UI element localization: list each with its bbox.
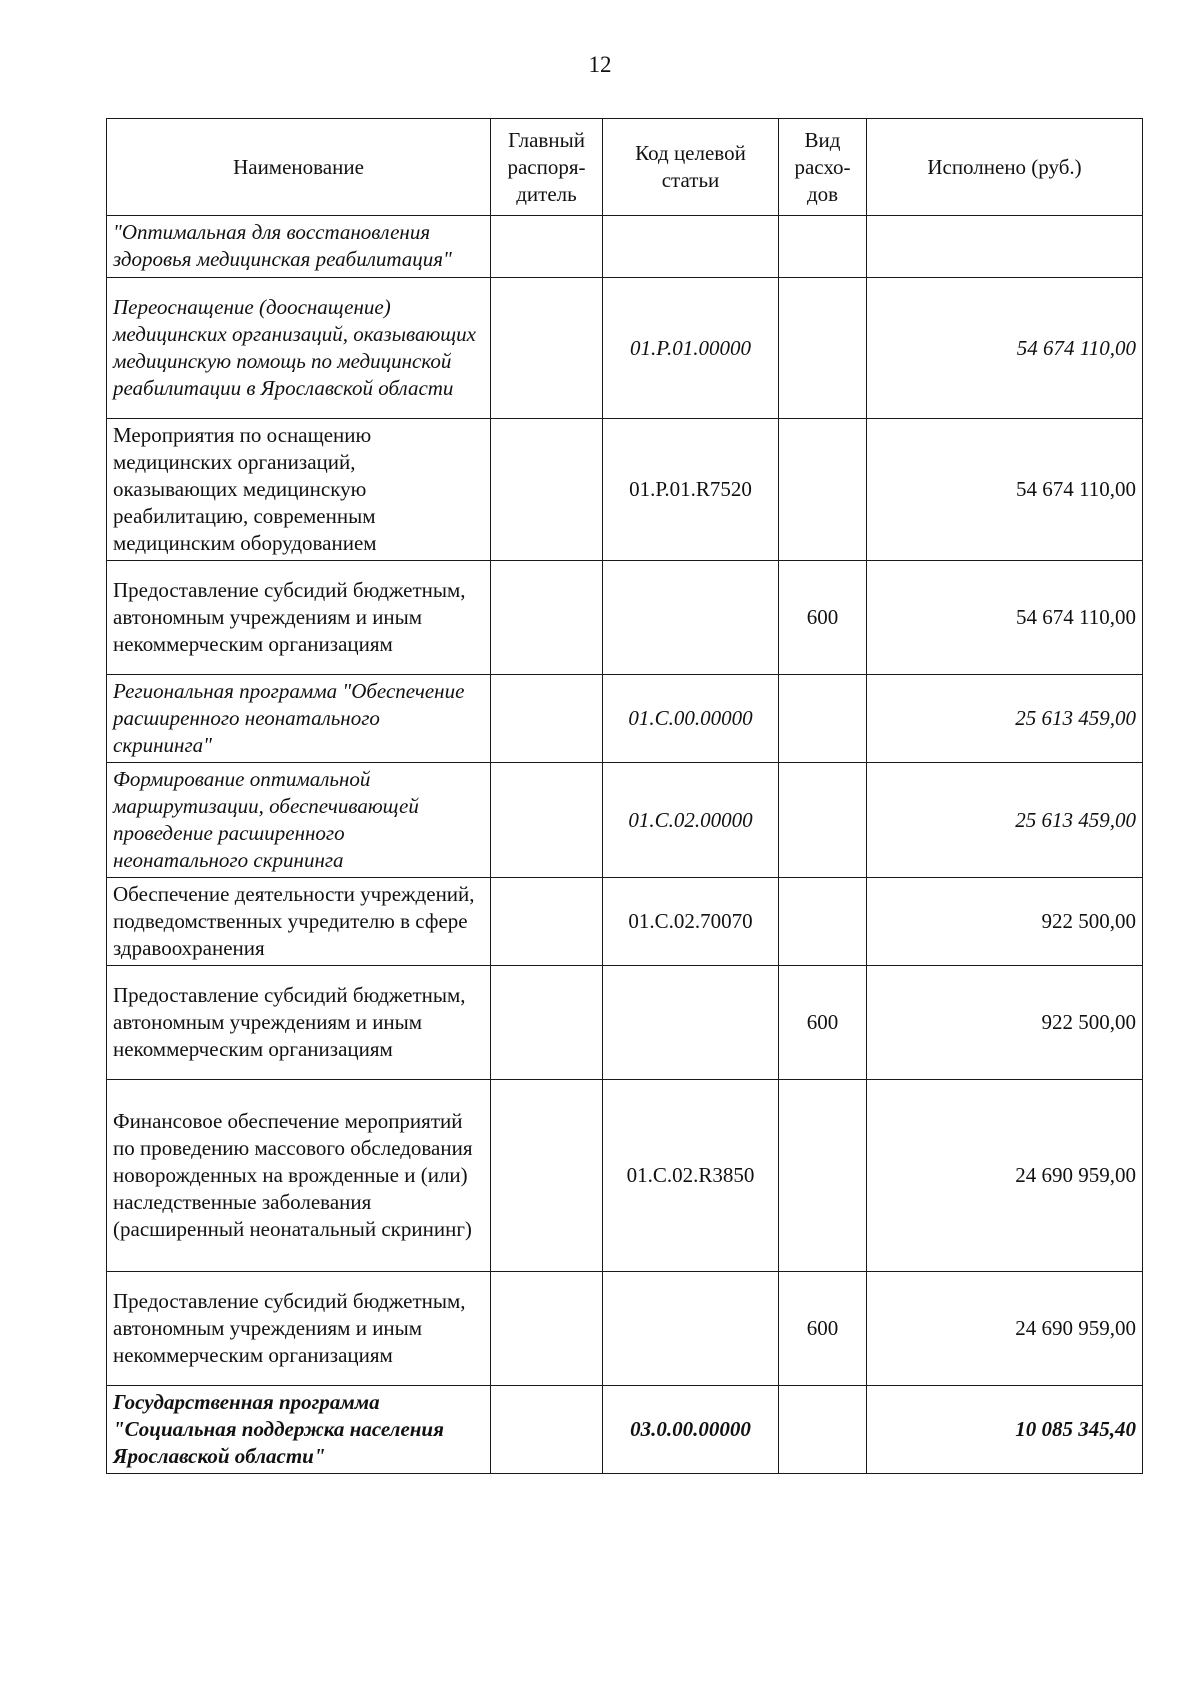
row-name: Предоставление субсидий бюджетным, автономным учреждениям и иным некоммерческим организациям — [107, 1272, 491, 1386]
table-row — [107, 561, 1143, 675]
row-name: Государственная программа "Социальная поддержка населения Ярославской области" — [107, 1386, 491, 1474]
row-code — [603, 561, 779, 675]
row-expense-type: 600 — [779, 966, 867, 1080]
table-row — [107, 1272, 1143, 1386]
row-chief — [491, 1386, 603, 1474]
row-expense-type: 600 — [779, 1272, 867, 1386]
row-name: Мероприятия по оснащению медицинских организаций, оказывающих медицинскую реабилитацию, современным медицинским оборудованием — [107, 419, 491, 561]
row-name: Переоснащение (дооснащение) медицинских организаций, оказывающих медицинскую помощь по медицинской реабилитации в Ярославской области — [107, 278, 491, 419]
row-expense-type — [779, 419, 867, 561]
row-expense-type — [779, 1080, 867, 1272]
row-name: Обеспечение деятельности учреждений, подведомственных учредителю в сфере здравоохранения — [107, 878, 491, 966]
row-code: 01.Р.01.00000 — [603, 278, 779, 419]
row-code: 01.С.02.00000 — [603, 763, 779, 878]
row-chief — [491, 966, 603, 1080]
row-chief — [491, 675, 603, 763]
table-row — [107, 419, 1143, 561]
row-amount: 54 674 110,00 — [867, 278, 1143, 419]
row-chief — [491, 216, 603, 278]
row-code: 03.0.00.00000 — [603, 1386, 779, 1474]
row-chief — [491, 1080, 603, 1272]
row-name: Региональная программа "Обеспечение расширенного неонатального скрининга" — [107, 675, 491, 763]
row-amount: 922 500,00 — [867, 966, 1143, 1080]
row-amount: 922 500,00 — [867, 878, 1143, 966]
row-name: Предоставление субсидий бюджетным, автономным учреждениям и иным некоммерческим организациям — [107, 561, 491, 675]
row-code — [603, 1272, 779, 1386]
row-name: Финансовое обеспечение мероприятий по проведению массового обследования новорожденных на врожденные и (или) наследственные заболевания (расширенный неонатальный скрининг) — [107, 1080, 491, 1272]
row-amount: 25 613 459,00 — [867, 675, 1143, 763]
row-amount: 24 690 959,00 — [867, 1272, 1143, 1386]
header-name: Наименование — [107, 119, 491, 216]
row-amount: 54 674 110,00 — [867, 561, 1143, 675]
row-chief — [491, 878, 603, 966]
table-header-row — [107, 119, 1143, 216]
budget-execution-table — [106, 118, 1143, 1474]
row-amount: 10 085 345,40 — [867, 1386, 1143, 1474]
row-expense-type: 600 — [779, 561, 867, 675]
header-executed-amount: Исполнено (руб.) — [867, 119, 1143, 216]
table-row — [107, 675, 1143, 763]
header-target-code: Код целевой статьи — [603, 119, 779, 216]
row-expense-type — [779, 1386, 867, 1474]
table-row — [107, 216, 1143, 278]
row-name: Предоставление субсидий бюджетным, автономным учреждениям и иным некоммерческим организациям — [107, 966, 491, 1080]
row-expense-type — [779, 878, 867, 966]
row-chief — [491, 561, 603, 675]
row-expense-type — [779, 675, 867, 763]
row-expense-type — [779, 216, 867, 278]
table-row — [107, 278, 1143, 419]
row-code — [603, 216, 779, 278]
row-chief — [491, 419, 603, 561]
row-expense-type — [779, 278, 867, 419]
table-row — [107, 1080, 1143, 1272]
header-chief-administrator: Главный распоря-дитель — [491, 119, 603, 216]
row-amount: 24 690 959,00 — [867, 1080, 1143, 1272]
table-row — [107, 966, 1143, 1080]
row-amount — [867, 216, 1143, 278]
row-name: Формирование оптимальной маршрутизации, обеспечивающей проведение расширенного неонатального скрининга — [107, 763, 491, 878]
row-name: "Оптимальная для восстановления здоровья медицинская реабилитация" — [107, 216, 491, 278]
row-code: 01.Р.01.R7520 — [603, 419, 779, 561]
row-code: 01.С.00.00000 — [603, 675, 779, 763]
table-row — [107, 878, 1143, 966]
page-number: 12 — [588, 52, 612, 77]
row-code — [603, 966, 779, 1080]
row-chief — [491, 763, 603, 878]
row-amount: 54 674 110,00 — [867, 419, 1143, 561]
row-chief — [491, 1272, 603, 1386]
row-code: 01.С.02.R3850 — [603, 1080, 779, 1272]
table-row — [107, 1386, 1143, 1474]
row-amount: 25 613 459,00 — [867, 763, 1143, 878]
row-chief — [491, 278, 603, 419]
table-row — [107, 763, 1143, 878]
row-expense-type — [779, 763, 867, 878]
row-code: 01.С.02.70070 — [603, 878, 779, 966]
header-expense-type: Вид расхо-дов — [779, 119, 867, 216]
